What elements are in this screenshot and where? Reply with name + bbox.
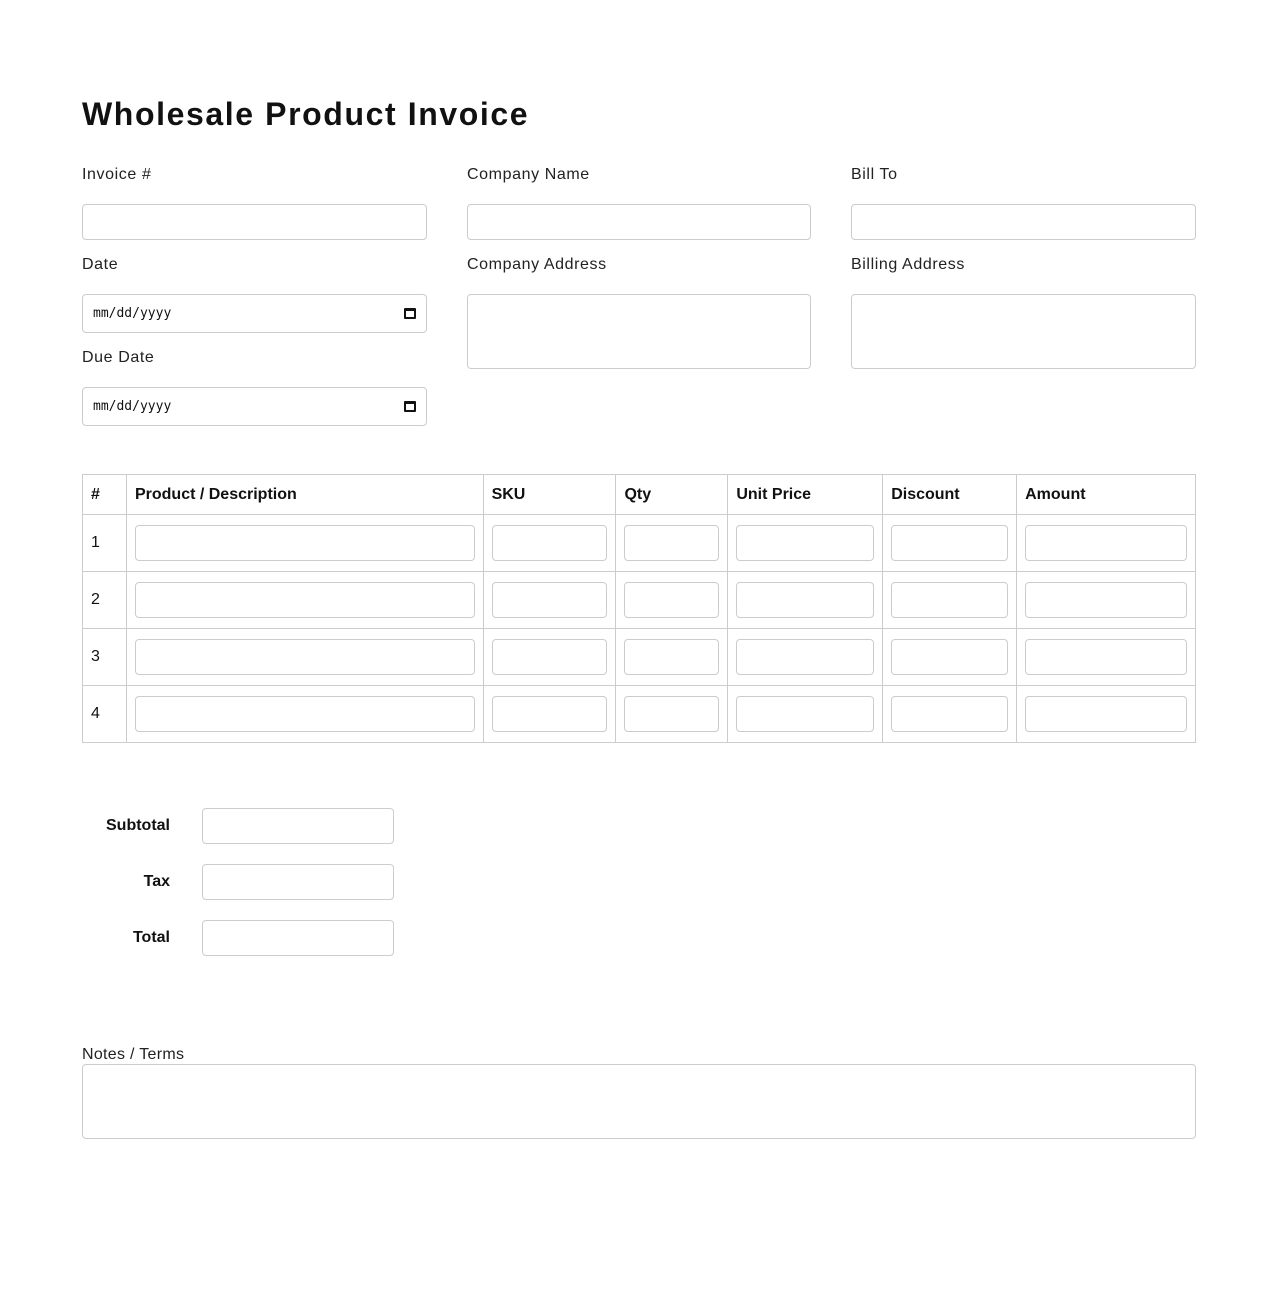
date-placeholder: mm/dd/yyyy	[93, 306, 172, 321]
sku-input[interactable]	[492, 582, 608, 618]
discount-cell	[883, 515, 1017, 572]
amount-cell	[1017, 686, 1196, 743]
product-input[interactable]	[135, 639, 475, 675]
amount-cell	[1017, 572, 1196, 629]
calendar-icon[interactable]	[404, 401, 416, 412]
amount-input[interactable]	[1025, 696, 1187, 732]
row-number: 4	[83, 686, 127, 743]
row-number: 1	[83, 515, 127, 572]
sku-input[interactable]	[492, 525, 608, 561]
product-cell	[126, 629, 483, 686]
sku-cell	[483, 686, 616, 743]
qty-input[interactable]	[624, 525, 719, 561]
billing-address-textarea[interactable]	[851, 294, 1196, 369]
col-header-amount: Amount	[1017, 475, 1196, 515]
product-input[interactable]	[135, 582, 475, 618]
qty-cell	[616, 629, 728, 686]
unit-price-input[interactable]	[736, 582, 874, 618]
line-items-table	[82, 474, 1196, 743]
subtotal-label: Subtotal	[106, 817, 170, 834]
col-header-product: Product / Description	[126, 475, 483, 515]
due-date-placeholder: mm/dd/yyyy	[93, 399, 172, 414]
product-input[interactable]	[135, 696, 475, 732]
discount-input[interactable]	[891, 639, 1008, 675]
unit-price-input[interactable]	[736, 525, 874, 561]
amount-input[interactable]	[1025, 525, 1187, 561]
notes-textarea[interactable]	[82, 1064, 1196, 1139]
qty-cell	[616, 686, 728, 743]
discount-input[interactable]	[891, 696, 1008, 732]
billing-address-label: Billing Address	[851, 256, 965, 273]
col-header-sku: SKU	[483, 475, 616, 515]
col-header-number: #	[83, 475, 127, 515]
total-label: Total	[132, 929, 170, 946]
company-name-label: Company Name	[467, 166, 590, 183]
qty-input[interactable]	[624, 639, 719, 675]
invoice-number-label: Invoice #	[82, 166, 152, 183]
tax-label: Tax	[143, 873, 170, 890]
col-header-unit-price: Unit Price	[728, 475, 883, 515]
sku-cell	[483, 629, 616, 686]
product-input[interactable]	[135, 525, 475, 561]
amount-cell	[1017, 515, 1196, 572]
table-row	[83, 686, 1196, 743]
date-label: Date	[82, 256, 119, 273]
col-header-discount: Discount	[883, 475, 1017, 515]
product-cell	[126, 572, 483, 629]
discount-cell	[883, 572, 1017, 629]
invoice-number-input[interactable]	[82, 204, 427, 240]
qty-input[interactable]	[624, 696, 719, 732]
qty-input[interactable]	[624, 582, 719, 618]
company-address-textarea[interactable]	[467, 294, 811, 369]
discount-input[interactable]	[891, 525, 1008, 561]
qty-cell	[616, 515, 728, 572]
amount-input[interactable]	[1025, 582, 1187, 618]
product-cell	[126, 686, 483, 743]
discount-cell	[883, 629, 1017, 686]
product-cell	[126, 515, 483, 572]
unit-price-input[interactable]	[736, 696, 874, 732]
subtotal-input[interactable]	[202, 808, 394, 844]
due-date-input[interactable]	[82, 387, 427, 426]
tax-input[interactable]	[202, 864, 394, 900]
amount-input[interactable]	[1025, 639, 1187, 675]
unit-price-cell	[728, 686, 883, 743]
table-row	[83, 572, 1196, 629]
table-row	[83, 629, 1196, 686]
due-date-label: Due Date	[82, 349, 155, 366]
unit-price-input[interactable]	[736, 639, 874, 675]
table-row	[83, 515, 1196, 572]
sku-input[interactable]	[492, 639, 608, 675]
row-number: 2	[83, 572, 127, 629]
table-header-row	[83, 475, 1196, 515]
discount-cell	[883, 686, 1017, 743]
amount-cell	[1017, 629, 1196, 686]
calendar-icon[interactable]	[404, 308, 416, 319]
notes-label: Notes / Terms	[82, 1046, 185, 1063]
company-address-label: Company Address	[467, 256, 607, 273]
company-name-input[interactable]	[467, 204, 811, 240]
unit-price-cell	[728, 515, 883, 572]
col-header-qty: Qty	[616, 475, 728, 515]
qty-cell	[616, 572, 728, 629]
total-input[interactable]	[202, 920, 394, 956]
discount-input[interactable]	[891, 582, 1008, 618]
unit-price-cell	[728, 629, 883, 686]
row-number: 3	[83, 629, 127, 686]
date-input[interactable]	[82, 294, 427, 333]
sku-cell	[483, 515, 616, 572]
unit-price-cell	[728, 572, 883, 629]
sku-input[interactable]	[492, 696, 608, 732]
sku-cell	[483, 572, 616, 629]
bill-to-input[interactable]	[851, 204, 1196, 240]
bill-to-label: Bill To	[851, 166, 898, 183]
page-title: Wholesale Product Invoice	[82, 96, 530, 132]
